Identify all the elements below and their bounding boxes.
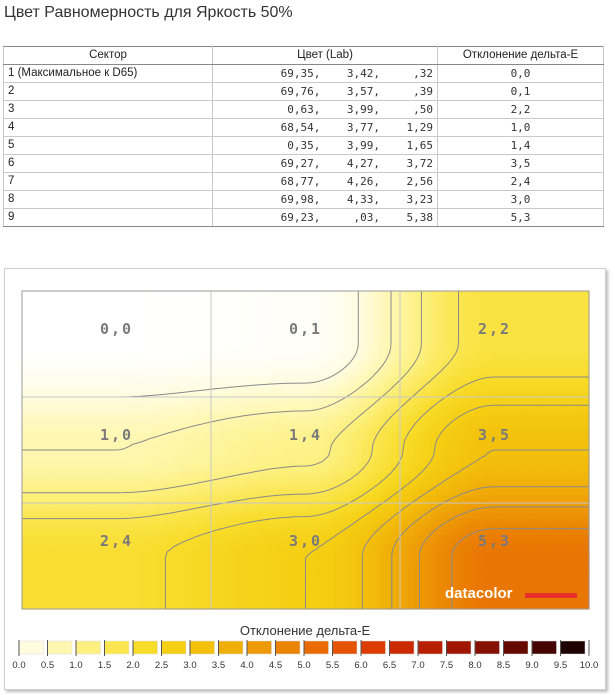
color-scale-swatch xyxy=(190,641,215,654)
cell-value-label: 1,0 xyxy=(99,426,134,444)
datacolor-logo-bar xyxy=(525,593,577,598)
scale-tick-label: 4.5 xyxy=(268,660,283,671)
table-row xyxy=(4,155,604,173)
color-scale-swatch xyxy=(133,641,158,654)
scale-tick-label: 1.5 xyxy=(97,660,112,671)
scale-tick-label: 6.0 xyxy=(354,660,368,671)
color-scale-swatch xyxy=(361,641,386,654)
cell-value-label: 1,4 xyxy=(288,426,323,444)
sector-cell: 8 xyxy=(4,191,213,209)
delta-e-cell: 1,4 xyxy=(438,137,604,155)
lab-cell: 68,77, 4,26, 2,56 xyxy=(213,173,438,191)
table-row xyxy=(4,173,604,191)
scale-tick-label: 3.5 xyxy=(211,660,226,671)
lab-table xyxy=(3,46,604,227)
cell-value-label: 0,0 xyxy=(99,320,134,338)
table-header-row xyxy=(4,47,604,65)
color-scale-swatch xyxy=(19,641,44,654)
sector-cell: 9 xyxy=(4,209,213,227)
lab-cell: 69,23, ,03, 5,38 xyxy=(213,209,438,227)
color-scale-swatch xyxy=(76,641,101,654)
color-scale-swatch xyxy=(247,641,272,654)
scale-tick-label: 7.0 xyxy=(411,660,425,671)
sector-cell: 6 xyxy=(4,155,213,173)
uniformity-chart xyxy=(5,269,605,689)
scale-tick-label: 5.5 xyxy=(325,660,340,671)
scale-tick-label: 1.0 xyxy=(69,660,83,671)
table-row xyxy=(4,83,604,101)
color-scale-swatch xyxy=(276,641,301,654)
scale-tick-label: 2.0 xyxy=(126,660,140,671)
scale-tick-label: 0.0 xyxy=(12,660,26,671)
delta-e-cell: 3,5 xyxy=(438,155,604,173)
col-header-sector: Сектор xyxy=(4,47,213,65)
color-scale-swatch xyxy=(418,641,443,654)
table-row xyxy=(4,209,604,227)
sector-cell: 7 xyxy=(4,173,213,191)
scale-tick-label: 10.0 xyxy=(579,660,599,671)
scale-tick-label: 8.0 xyxy=(468,660,482,671)
sector-cell: 1 (Максимальное к D65) xyxy=(4,65,213,83)
table-row xyxy=(4,119,604,137)
color-scale-swatch xyxy=(333,641,358,654)
chart-frame xyxy=(4,268,606,690)
scale-tick-label: 3.0 xyxy=(183,660,197,671)
legend-title: Отклонение дельта-E xyxy=(239,623,371,638)
table-row xyxy=(4,65,604,83)
table-row xyxy=(4,191,604,209)
color-scale-swatch xyxy=(48,641,73,654)
scale-tick-label: 0.5 xyxy=(40,660,55,671)
delta-e-cell: 1,0 xyxy=(438,119,604,137)
lab-cell: 69,98, 4,33, 3,23 xyxy=(213,191,438,209)
color-scale-swatch xyxy=(162,641,187,654)
lab-cell: 0,35, 3,99, 1,65 xyxy=(213,137,438,155)
col-header-delta-e: Отклонение дельта-E xyxy=(438,47,604,65)
table-row xyxy=(4,101,604,119)
cell-value-label: 3,0 xyxy=(288,532,323,550)
delta-e-cell: 2,2 xyxy=(438,101,604,119)
sector-cell: 4 xyxy=(4,119,213,137)
delta-e-cell: 2,4 xyxy=(438,173,604,191)
delta-e-cell: 0,0 xyxy=(438,65,604,83)
sector-cell: 5 xyxy=(4,137,213,155)
delta-e-cell: 3,0 xyxy=(438,191,604,209)
delta-e-cell: 0,1 xyxy=(438,83,604,101)
delta-e-cell: 5,3 xyxy=(438,209,604,227)
color-scale-swatch xyxy=(304,641,329,654)
sector-cell: 2 xyxy=(4,83,213,101)
scale-tick-label: 6.5 xyxy=(382,660,397,671)
cell-value-label: 2,2 xyxy=(477,320,512,338)
color-scale-swatch xyxy=(561,641,586,654)
scale-tick-label: 9.0 xyxy=(525,660,539,671)
scale-tick-label: 7.5 xyxy=(439,660,454,671)
scale-tick-label: 8.5 xyxy=(496,660,511,671)
color-scale-swatch xyxy=(105,641,130,654)
color-scale-swatch xyxy=(475,641,500,654)
scale-tick-label: 9.5 xyxy=(553,660,568,671)
color-scale xyxy=(19,641,585,654)
table-row xyxy=(4,137,604,155)
cell-value-label: 0,1 xyxy=(288,320,323,338)
scale-tick-label: 4.0 xyxy=(240,660,254,671)
sector-cell: 3 xyxy=(4,101,213,119)
lab-cell: 69,27, 4,27, 3,72 xyxy=(213,155,438,173)
color-scale-swatch xyxy=(447,641,472,654)
lab-cell: 69,35, 3,42, ,32 xyxy=(213,65,438,83)
page-title: Цвет Равномерность для Яркость 50% xyxy=(4,4,293,21)
lab-cell: 69,76, 3,57, ,39 xyxy=(213,83,438,101)
color-scale-swatch xyxy=(532,641,557,654)
color-scale-swatch xyxy=(504,641,529,654)
color-scale-swatch xyxy=(390,641,415,654)
lab-cell: 0,63, 3,99, ,50 xyxy=(213,101,438,119)
cell-value-label: 5,3 xyxy=(477,532,512,550)
color-scale-swatch xyxy=(219,641,244,654)
cell-value-label: 2,4 xyxy=(99,532,134,550)
lab-cell: 68,54, 3,77, 1,29 xyxy=(213,119,438,137)
cell-value-label: 3,5 xyxy=(477,426,512,444)
col-header-lab: Цвет (Lab) xyxy=(213,47,438,65)
datacolor-logo: datacolor xyxy=(445,585,513,602)
scale-tick-label: 5.0 xyxy=(297,660,311,671)
scale-tick-label: 2.5 xyxy=(154,660,169,671)
